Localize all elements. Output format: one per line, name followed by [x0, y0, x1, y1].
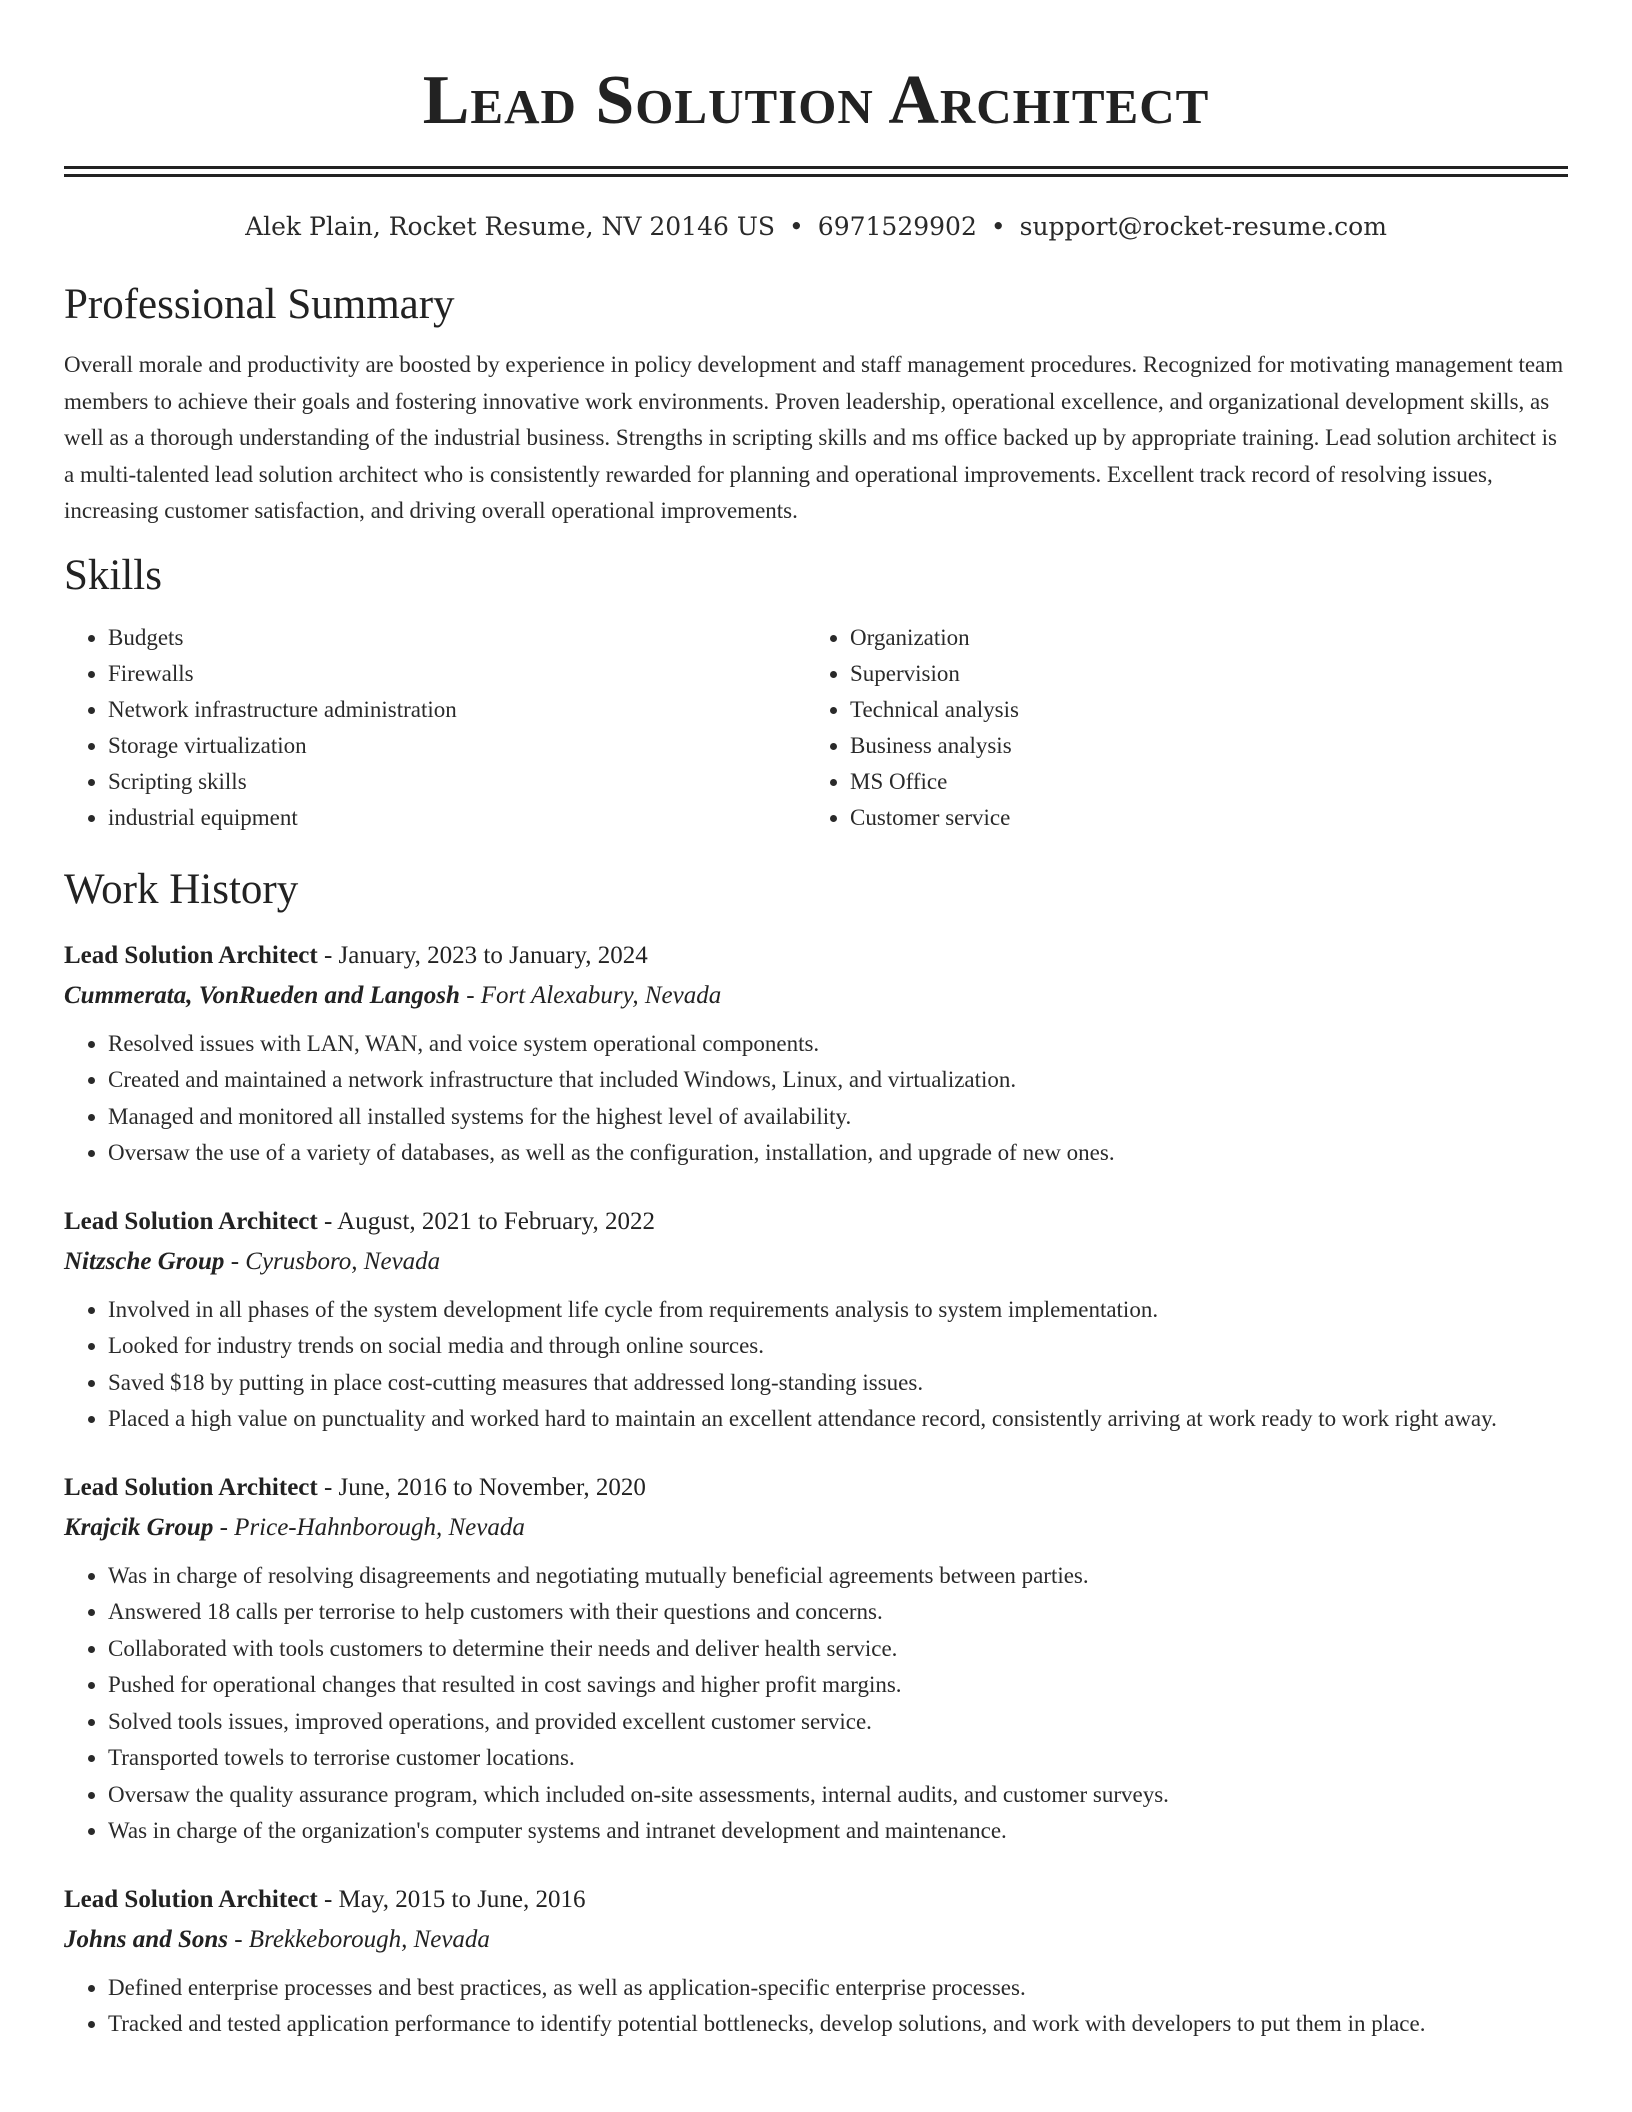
skill-item: • Budgets — [108, 620, 806, 656]
job-company: Krajcik Group — [64, 1513, 214, 1541]
job-location: - Fort Alexabury, Nevada — [459, 981, 722, 1009]
job-duty: • Resolved issues with LAN, WAN, and voice system operational components. — [108, 1026, 1568, 1063]
skill-item: • industrial equipment — [108, 800, 806, 836]
skill-item: • Customer service — [850, 800, 1548, 836]
job-duty: • Oversaw the quality assurance program, which included on-site assessments, internal audits, and customer surveys. — [108, 1777, 1568, 1814]
skill-item: • Business analysis — [850, 728, 1548, 764]
job-employer — [64, 1508, 1568, 1548]
contact-line — [64, 211, 1568, 243]
job-duty: • Tracked and tested application performance to identify potential bottlenecks, develop solutions, and work with developers to put them in place. — [108, 2006, 1568, 2043]
skills-column-left — [64, 620, 806, 836]
job-dates: - June, 2016 to November, 2020 — [317, 1473, 646, 1501]
job-duty: • Saved $18 by putting in place cost-cutting measures that addressed long-standing issues. — [108, 1365, 1568, 1402]
job-dates: - January, 2023 to January, 2024 — [317, 941, 648, 969]
skill-item: • MS Office — [850, 764, 1548, 800]
job-duty: • Managed and monitored all installed systems for the highest level of availability. — [108, 1099, 1568, 1136]
job-duty: • Was in charge of resolving disagreements and negotiating mutually beneficial agreements between parties. — [108, 1558, 1568, 1595]
job-duty: • Created and maintained a network infrastructure that included Windows, Linux, and virtualization. — [108, 1062, 1568, 1099]
job-duty: • Oversaw the use of a variety of databases, as well as the configuration, installation, and upgrade of new ones. — [108, 1135, 1568, 1172]
job-duty: • Was in charge of the organization's computer systems and intranet development and maintenance. — [108, 1813, 1568, 1850]
job-duty: • Looked for industry trends on social media and through online sources. — [108, 1328, 1568, 1365]
title-divider — [64, 166, 1568, 177]
job-title: Lead Solution Architect — [64, 1473, 318, 1501]
job-duty: • Collaborated with tools customers to determine their needs and deliver health service. — [108, 1631, 1568, 1668]
job-duty: • Solved tools issues, improved operations, and provided excellent customer service. — [108, 1704, 1568, 1741]
skills-heading: Skills — [64, 551, 162, 599]
job-employer — [64, 1242, 1568, 1282]
resume-content — [64, 0, 1568, 2043]
job-company: Johns and Sons — [64, 1925, 228, 1953]
job-title: Lead Solution Architect — [64, 1885, 318, 1913]
skill-item: • Storage virtualization — [108, 728, 806, 764]
job-duties — [64, 1026, 1568, 1172]
skills-column-right — [806, 620, 1548, 836]
skill-item: • Organization — [850, 620, 1548, 656]
job-employer — [64, 976, 1568, 1016]
work-history-heading: Work History — [64, 865, 299, 913]
job-duty: • Placed a high value on punctuality and worked hard to maintain an excellent attendance record, consistently arriving at work ready to work right away. — [108, 1401, 1568, 1438]
job-duty: • Involved in all phases of the system development life cycle from requirements analysis to system implementation. — [108, 1292, 1568, 1329]
job-header — [64, 1880, 1568, 1920]
summary-text: Overall morale and productivity are boosted by experience in policy development and staff management procedures. Recognized for motivating management team members to achieve their goals and fostering innovative work environments. Proven leadership, operational excellence, and organizational development skills, as well as a thorough understanding of the industrial business. Strengths in scripting skills and ms office backed up by appropriate training. Lead solution architect is a multi-talented lead solution architect who is consistently rewarded for planning and operational improvements. Excellent track record of resolving issues, increasing customer satisfaction, and driving overall operational improvements. — [64, 352, 1564, 523]
summary-heading: Professional Summary — [64, 281, 455, 328]
job-company: Cummerata, VonRueden and Langosh — [64, 981, 460, 1009]
skill-item: • Network infrastructure administration — [108, 692, 806, 728]
job-title: Lead Solution Architect — [64, 1207, 318, 1235]
job-header — [64, 1202, 1568, 1242]
job-header — [64, 936, 1568, 976]
contact-email: support@rocket-resume.com — [1019, 212, 1387, 241]
contact-address: Alek Plain, Rocket Resume, NV 20146 US — [245, 212, 776, 241]
skill-item: • Firewalls — [108, 656, 806, 692]
job-location: - Cyrusboro, Nevada — [224, 1247, 441, 1275]
job-duties — [64, 1970, 1568, 2043]
contact-separator: • — [990, 212, 1006, 241]
contact-separator: • — [789, 212, 804, 241]
job-dates: - August, 2021 to February, 2022 — [317, 1207, 655, 1235]
job-location: - Brekkeborough, Nevada — [227, 1925, 490, 1953]
job-entry — [64, 1468, 1568, 1850]
job-entry — [64, 1880, 1568, 2043]
job-duty: • Transported towels to terrorise customer locations. — [108, 1740, 1568, 1777]
skill-item: • Technical analysis — [850, 692, 1548, 728]
job-duties — [64, 1292, 1568, 1438]
job-duty: • Answered 18 calls per terrorise to help customers with their questions and concerns. — [108, 1594, 1568, 1631]
job-location: - Price-Hahnborough, Nevada — [213, 1513, 525, 1541]
resume-title: Lead Solution Architect — [422, 62, 1210, 139]
skills-list — [64, 620, 1568, 836]
skill-item: • Supervision — [850, 656, 1548, 692]
job-employer — [64, 1920, 1568, 1960]
job-duty: • Pushed for operational changes that resulted in cost savings and higher profit margins. — [108, 1667, 1568, 1704]
job-header — [64, 1468, 1568, 1508]
job-title: Lead Solution Architect — [64, 941, 318, 969]
job-entry — [64, 936, 1568, 1172]
job-duties — [64, 1558, 1568, 1850]
job-dates: - May, 2015 to June, 2016 — [317, 1885, 586, 1913]
job-entry — [64, 1202, 1568, 1438]
job-company: Nitzsche Group — [64, 1247, 225, 1275]
job-duty: • Defined enterprise processes and best practices, as well as application-specific enterprise processes. — [108, 1970, 1568, 2007]
skill-item: • Scripting skills — [108, 764, 806, 800]
contact-phone: 6971529902 — [817, 212, 977, 241]
